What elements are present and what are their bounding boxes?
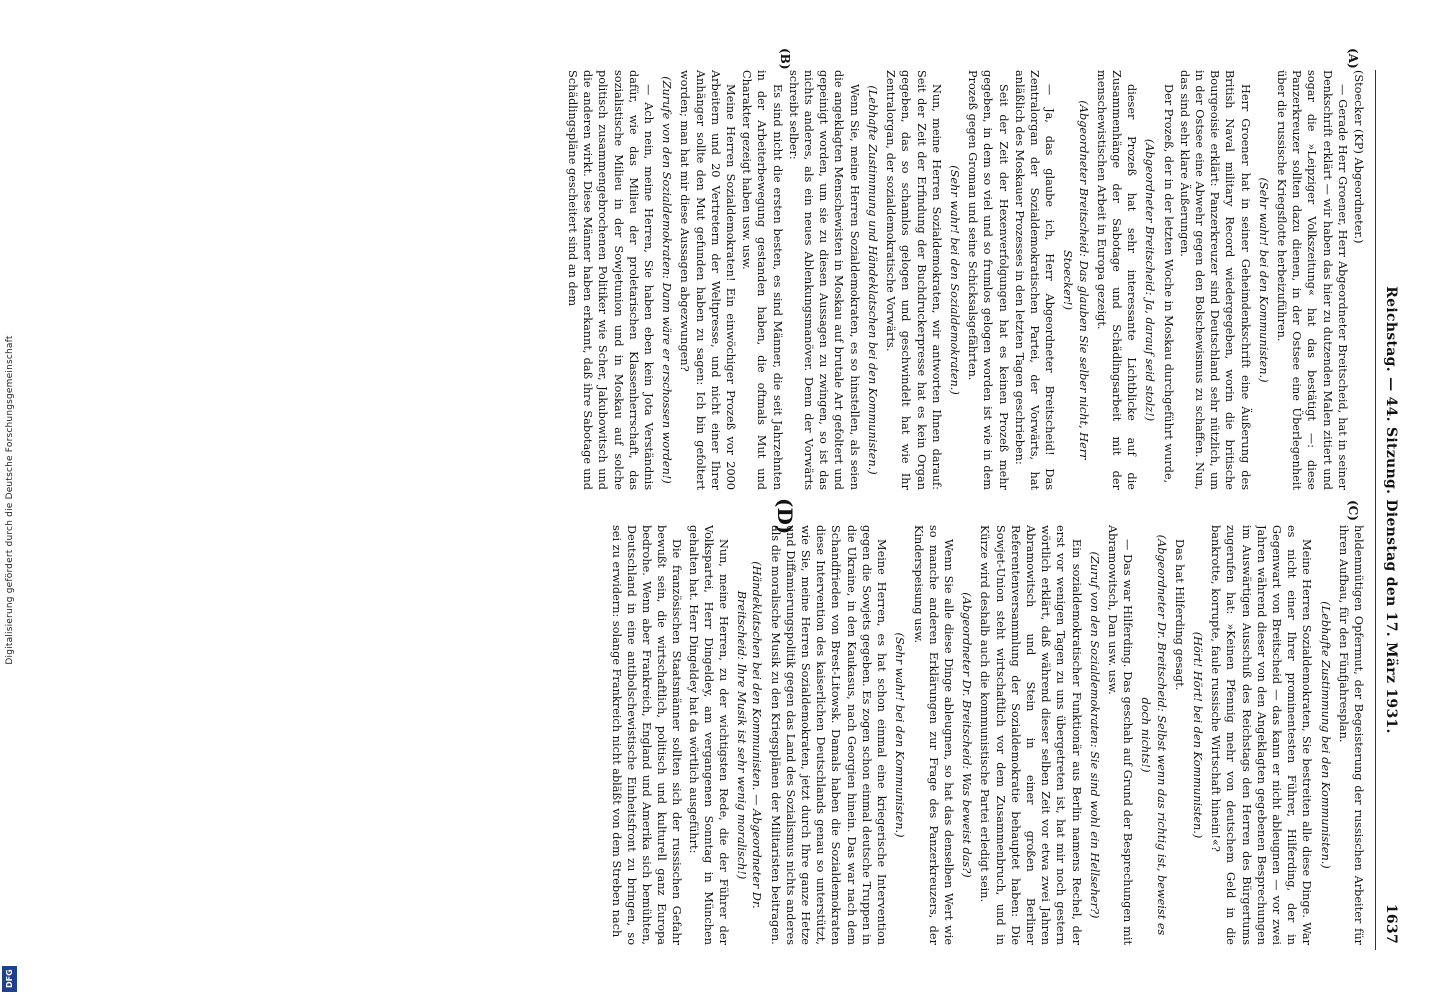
dfg-logo: DFG [2,966,17,992]
quotation: Es sind nicht die ersten besten, es sind Männer, die seit Jahrzehnten in der Arbeiterbewegung gestanden haben, die oftmals Mut und Charakter gezeigt haben usw. usw. [740,70,784,490]
interjection: (Abgeordneter Dr. Breitscheid: Selbst wenn das richtig ist, beweist es doch nichts!) [1139,534,1168,936]
margin-marker-b: (B) [778,48,792,70]
paragraph: — Ach nein, meine Herren, Sie haben eben kein Jota Verständnis dafür, wie das Milieu der proletarischen Klassenherrschaft, das sozialistische Milieu in der Sowjetunion und in Moskau auf solche politisch zusammengebrochenen Politiker wie Scher, Jakubowitsch und die anderen wirkt. Diese Männer haben erkannt, daß ihre Sabotage und Schädlingspläne gescheitert sind an dem [566,70,656,490]
paragraph: Das hat Hilferding gesagt. [1172,539,1186,691]
page-number: 1637 [1383,903,1399,944]
interjection: (Lebhafte Zustimmung und Händeklatschen bei den Kommunisten.) [865,85,879,475]
margin-marker-a: (A) [1346,48,1360,69]
paragraph: — Ja, das glaube ich, Herr Abgeordneter Breitscheid! Das Zentralorgan der Sozialdemokratischen Partei, der Vorwärts, hat anläßlich des Moskauer Prozesses in den letzten Tagen geschrieben: [1012,70,1057,490]
margin-marker-d: (D) [773,498,797,535]
paragraph: — Das war Hilferding. Das geschah auf Grund der Besprechungen mit Abramowitsch, Dan usw. usw. [1105,525,1135,945]
paragraph: Der Prozeß, der in der letzten Woche in Moskau durchgeführt wurde, [1161,84,1175,484]
interjection: (Zuruf von den Sozialdemokraten: Sie sind wohl ein Hellseher?) [1087,551,1101,919]
paragraph: Nun, meine Herren Sozialdemokraten, wir antworten Ihnen darauf: Seit der Zeit der Erfindung der Buchdruckerpresse hat es kein Organ gegeben, das so schamlos gelogen und geschwindelt hat wie Ihr Zentralorgan, der sozialdemokratische Vorwärts. [884,70,943,490]
paragraph: heldenmütigen Opfermut, der Begeisterung der russischen Arbeiter für ihren Aufbau, für den Fünfjahresplan. [1336,525,1365,945]
paragraph: Nun, meine Herren, zu der wichtigsten Rede, die der Führer der Volkspartei, Herr Dingeldey, am vergangenen Sonntag in München gehalten hat. Herr Dingeldey hat da wörtlich ausgeführt: [686,525,731,945]
newspaper-page [60,48,1400,950]
paragraph: Meine Herren, es hat schon einmal eine kriegerische Intervention gegen die Sowjets gegeben. Es zogen schon einmal deutsche Truppen in die Ukraine, in den Kaukasus, nach Georgien hinein. Das war nach dem Schandfrieden von Brest-Litowsk. Damals haben die Sozialdemokraten diese Intervention des kaiserlichen Deutschlands genau so unterstützt, wie Sie, meine Herren Sozialdemokraten, jetzt durch Ihre ganze Hetze und Diffamierungspolitik gegen das Land des Sozialismus nichts anderes als die moralische Musik zu den Kriegsplänen der Militaristen beitragen. [768,525,889,945]
interjection: (Zurufe von den Sozialdemokraten: Dann wäre er erschossen worden!) [660,76,674,484]
paragraph: Ein sozialdemokratischer Funktionär aus Berlin namens Rechel, der erst vor wenigen Tagen zu uns übergetreten ist, hat mir noch gestern wörtlich erklärt, daß während dieser selben Zeit vor etwa zwei Jahren Abramowitsch und Stein in einer großen Berliner Referentenversammlung der Sozialdemokratie behauptet haben: Die Sowjet-Union steht wirtschaftlich vor dem Zusammenbruch, und in Kürze wird deshalb auch die kommunistische Partei erledigt sein. [978,525,1083,945]
quotation: Seit der Zeit der Hexenverfolgungen hat es keinen Prozeß mehr gegeben, in dem so viel und so frumlos gelogen worden ist wie in dem Prozeß gegen Groman und seine Schicksalsgefährten. [966,70,1010,490]
margin-marker-c: (C) [1346,500,1360,521]
interjection: (Abgeordneter Dr. Breitscheid: Was beweist das?) [960,592,974,878]
interjection: (Abgeordneter Breitscheid: Das glauben Sie selber nicht, Herr Stoecker!) [1061,100,1090,460]
interjection: (Abgeordneter Breitscheid: Ja, darauf seid stolz!) [1143,138,1157,422]
interjection: (Lebhafte Zustimmung bei den Kommunisten.) [1318,601,1332,869]
quotation: Die französischen Staatsmänner sollten sich der russischen Gefahr bewußt sein, die wirtschaftlich, politisch und kulturell ganz Europa bedrohe. Wenn aber Frankreich, England und Amerika sich bemühten, Deutschland in eine antibolschewistische Einheitsfront zu bringen, so sei zu erwidern: solange Frankreich nicht abläßt von dem Streben nach [609,525,684,945]
paragraph: (Stoecker (KP) Abgeordneter.) [1352,70,1365,244]
paragraph: — Gerade Herr Groener, Herr Abgeordneter Breitscheid, hat in seiner Denkschrift erklärt — wir haben das hier zu dutzenden Malen zitiert und sogar die »Leipziger Volkszeitung« hat das bestätigt —: diese Panzerkreuzer sollten dazu dienen, in der Ostsee eine Überlegenheit über die russische Kriegsflotte herbeizuführen. [1274,70,1349,490]
page-title: Reichstag. — 44. Sitzung. Dienstag den 17. März 1931. [1383,286,1399,734]
page-header [1375,70,1400,950]
side-note-strip [0,0,20,1000]
left-column [76,70,1366,490]
paragraph: Meine Herren Sozialdemokraten, Sie bestreiten alle diese Dinge. War es nicht einer Ihrer prominentesten Führer, Hilferding, der in Gegenwart von Breitscheid — das kann er nicht ableugnen — vor zwei Jahren während dieser von den Angeklagten gegebenen Besprechungen im Auswärtigen Ausschuß des Reichstags den Herren des Bürgertums zugerufen hat: »Keinen Pfennig mehr von deutschem Geld in die bankrotte, korrupte, faule russische Wirtschaft hinein!«? [1209,525,1314,945]
paragraph: Wenn Sie alle diese Dinge ableugnen, so hat das denselben Wert wie so manche anderen Erklärungen zur Frage des Panzerkreuzers, der Kinderspeisung usw. [911,525,955,945]
paragraph: dieser Prozeß hat sehr interessante Lichtblicke auf die Zusammenhänge der Sabotage und Schädlingsarbeit mit der menschewistischen Arbeit in Europa gezeigt. [1094,70,1139,490]
interjection: (Händeklatschen bei den Kommunisten. — Abgeordneter Dr. Breitscheid: Ihre Musik ist sehr wenig moralisch!) [735,561,764,909]
paragraph: Wenn Sie, meine Herren Sozialdemokraten, es so hinstellen, als seien die angeklagten Menschewisten in Moskau auf brutale Art gefoltert und gepeinigt worden, um sie zu diesen Aussagen zu zwingen, so ist das nichts anderes, als ein neues Ablenkungsmanöver. Denn der Vorwärts schreibt selber: [786,70,861,490]
digitization-credit: Digitalisierung gefördert durch die Deutsche Forschungsgemeinschaft [5,335,15,665]
right-column [76,525,1366,945]
paragraph: Herr Groener hat in seiner Geheimdenkschrift eine Äußerung des British Naval military Record wiedergegeben, worin die britische Bourgeoisie erklärt: Panzerkreuzer sind Deutschland sehr nützlich, um in der Ostsee eine Abwehr gegen den Bolschewismus zu schaffen. Nun, das sind sehr klare Äußerungen. [1177,70,1252,490]
paragraph: Meine Herren Sozialdemokraten! Ein einwöchiger Prozeß vor 2000 Arbeitern und 20 Vertretern der Weltpresse, und nicht einer Ihrer Anhänger sollte den Mut gefunden haben zu sagen: Ich bin gefoltert worden; man hat mir diese Aussagen abgezwungen? [678,70,738,490]
interjection: (Hört! Hört! bei den Kommunisten.) [1190,631,1204,839]
interjection: (Sehr wahr! bei den Sozialdemokraten.) [947,165,961,395]
interjection: (Sehr wahr! bei den Kommunisten.) [893,632,907,838]
interjection: (Sehr wahr! bei den Kommunisten.) [1256,177,1270,383]
